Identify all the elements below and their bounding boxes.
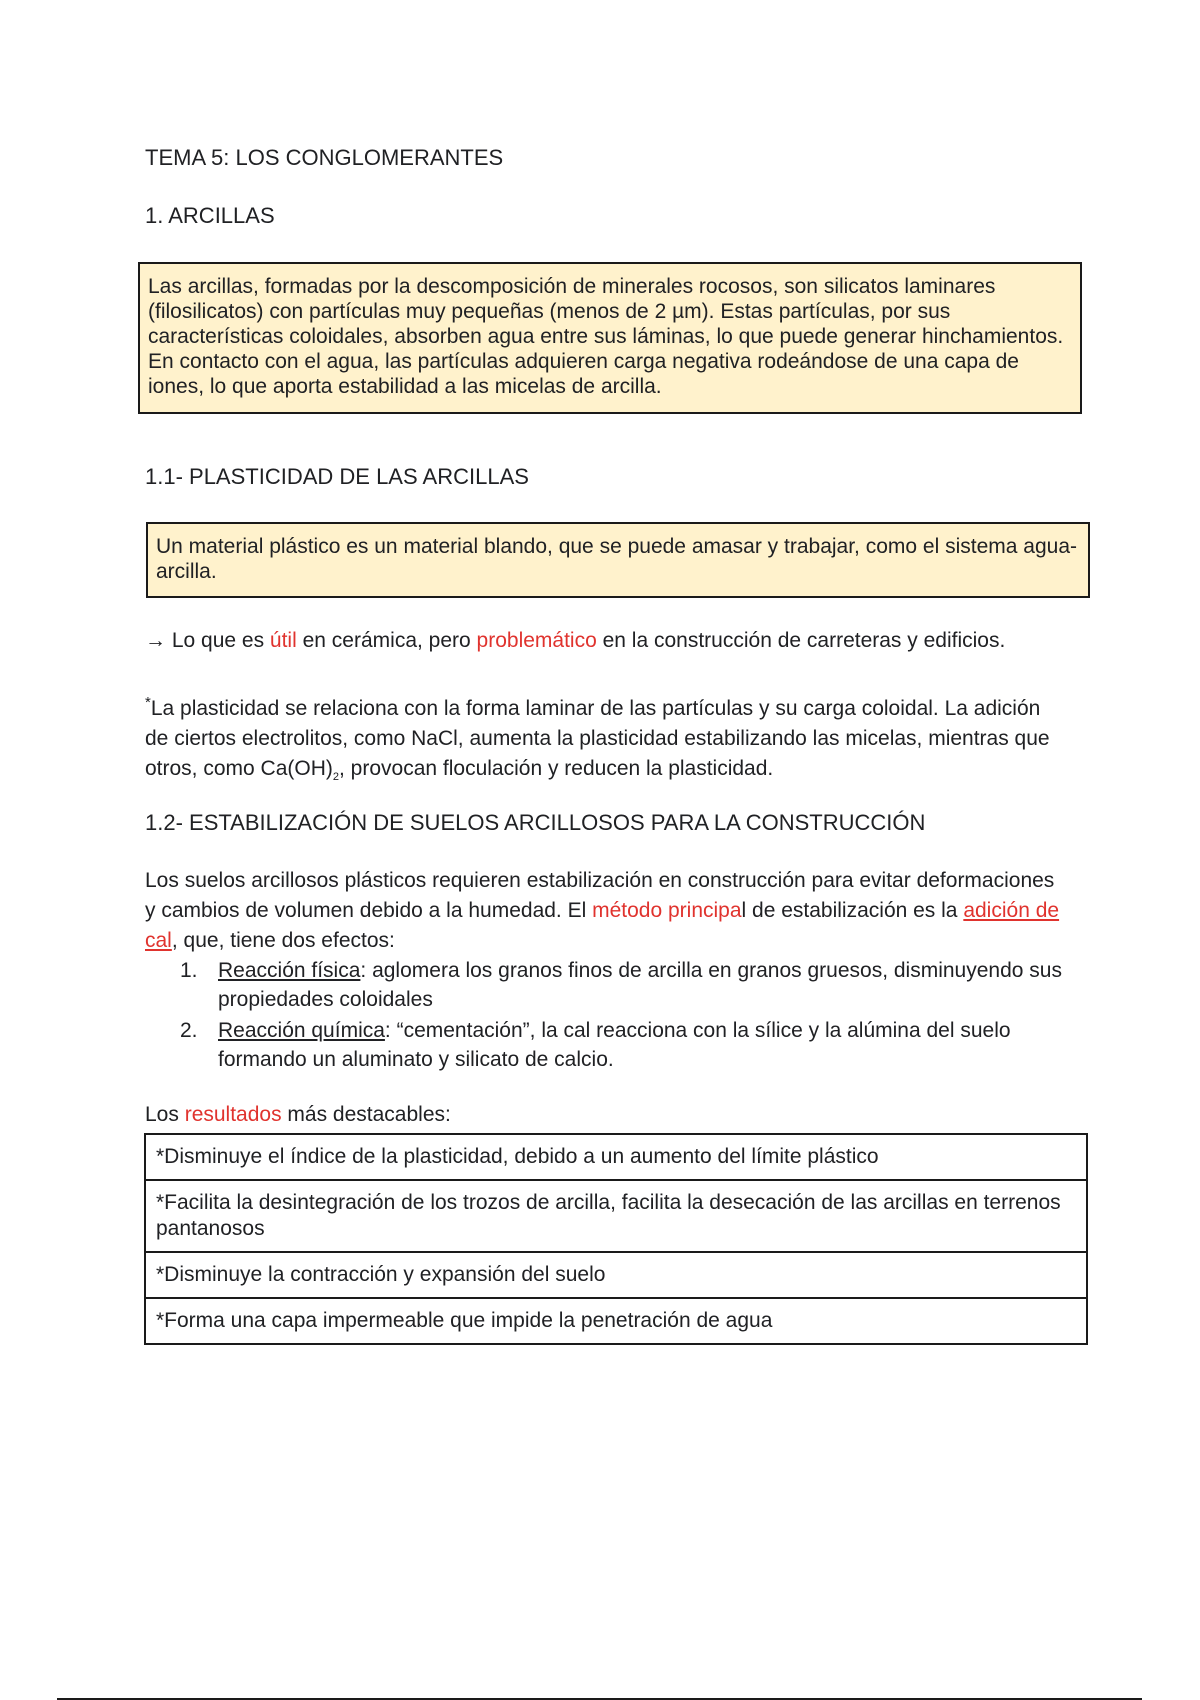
table-row xyxy=(145,1134,1087,1180)
table-cell: *Forma una capa impermeable que impide la penetración de agua xyxy=(145,1298,1087,1344)
results-intro-suffix: más destacables: xyxy=(281,1103,451,1126)
list-item xyxy=(145,1016,1075,1074)
results-table xyxy=(144,1133,1088,1345)
list-item-text: : aglomera los granos finos de arcilla en granos gruesos, disminuyendo sus propiedades coloidales xyxy=(218,959,1062,1011)
arrow-note-suffix: en la construcción de carreteras y edificios. xyxy=(596,629,1006,652)
results-intro xyxy=(145,1100,1065,1130)
arrow-note-mid: en cerámica, pero xyxy=(296,629,477,652)
highlight-adicion-de-cal: adición de cal xyxy=(145,899,1060,952)
table-cell: *Disminuye la contracción y expansión del suelo xyxy=(145,1252,1087,1298)
list-number: 2. xyxy=(180,1019,198,1042)
results-intro-prefix: Los xyxy=(145,1103,185,1126)
arrow-note-prefix: → Lo que es xyxy=(145,629,270,652)
list-item-label: Reacción física xyxy=(218,959,361,982)
list-item-label: Reacción química xyxy=(218,1019,385,1042)
effects-list xyxy=(145,956,1075,1076)
stabilization-text-3: , que, tiene dos efectos: xyxy=(171,929,395,952)
table-row xyxy=(145,1180,1087,1252)
stabilization-paragraph xyxy=(145,866,1065,956)
document-title: TEMA 5: LOS CONGLOMERANTES xyxy=(145,145,504,170)
highlight-util: útil xyxy=(269,629,297,652)
section-heading-estabilizacion: 1.2- ESTABILIZACIÓN DE SUELOS ARCILLOSOS PARA LA CONSTRUCCIÓN xyxy=(145,810,926,835)
table-cell: *Disminuye el índice de la plasticidad, debido a un aumento del límite plástico xyxy=(145,1134,1087,1180)
plasticity-note-text-1: La plasticidad se relaciona con la forma laminar de las partículas y su carga coloidal. La adición de ciertos electrolitos, como NaCl, aumenta la plasticidad estabilizando las micelas, mientras que otros, como Ca(OH) xyxy=(145,697,1050,780)
table-row xyxy=(145,1252,1087,1298)
plastic-material-definition-text: Un material plástico es un material blando, que se puede amasar y trabajar, como el sistema agua-arcilla. xyxy=(156,535,1077,583)
plastic-material-definition-box xyxy=(146,522,1090,598)
highlight-resultados: resultados xyxy=(184,1103,282,1126)
table-row xyxy=(145,1298,1087,1344)
stabilization-text-1: Los suelos arcillosos plásticos requieren estabilización en construcción para evitar deformaciones y cambios de volumen debido a la humedad. El xyxy=(145,869,1055,922)
section-heading-arcillas: 1. ARCILLAS xyxy=(145,203,275,228)
list-item-text: : “cementación”, la cal reacciona con la sílice y la alúmina del suelo formando un aluminato y silicato de calcio. xyxy=(218,1019,1011,1071)
arcillas-definition-box xyxy=(138,262,1082,414)
highlight-metodo-principal: método principa xyxy=(592,899,742,922)
list-number: 1. xyxy=(180,959,198,982)
stabilization-text-2: l de estabilización es la xyxy=(741,899,964,922)
note-asterisk: * xyxy=(145,694,151,711)
arcillas-definition-text: Las arcillas, formadas por la descomposición de minerales rocosos, son silicatos laminares (filosilicatos) con partículas muy pequeñas (menos de 2 µm). Estas partículas, por sus características coloidales, absorben agua entre sus láminas, lo que puede generar hinchamientos. En contacto con el agua, las partículas adquieren carga negativa rodeándose de una capa de iones, lo que aporta estabilidad a las micelas de arcilla. xyxy=(148,275,1064,398)
arrow-note xyxy=(145,626,1105,656)
section-heading-plasticidad: 1.1- PLASTICIDAD DE LAS ARCILLAS xyxy=(145,464,529,489)
plasticity-note xyxy=(145,688,1065,792)
plasticity-note-text-2: , provocan floculación y reducen la plasticidad. xyxy=(339,757,774,780)
list-item xyxy=(145,956,1075,1014)
table-cell: *Facilita la desintegración de los trozos de arcilla, facilita la desecación de las arcillas en terrenos pantanosos xyxy=(145,1180,1087,1252)
subscript-2: 2 xyxy=(332,771,339,784)
highlight-problematico: problemático xyxy=(476,629,597,652)
